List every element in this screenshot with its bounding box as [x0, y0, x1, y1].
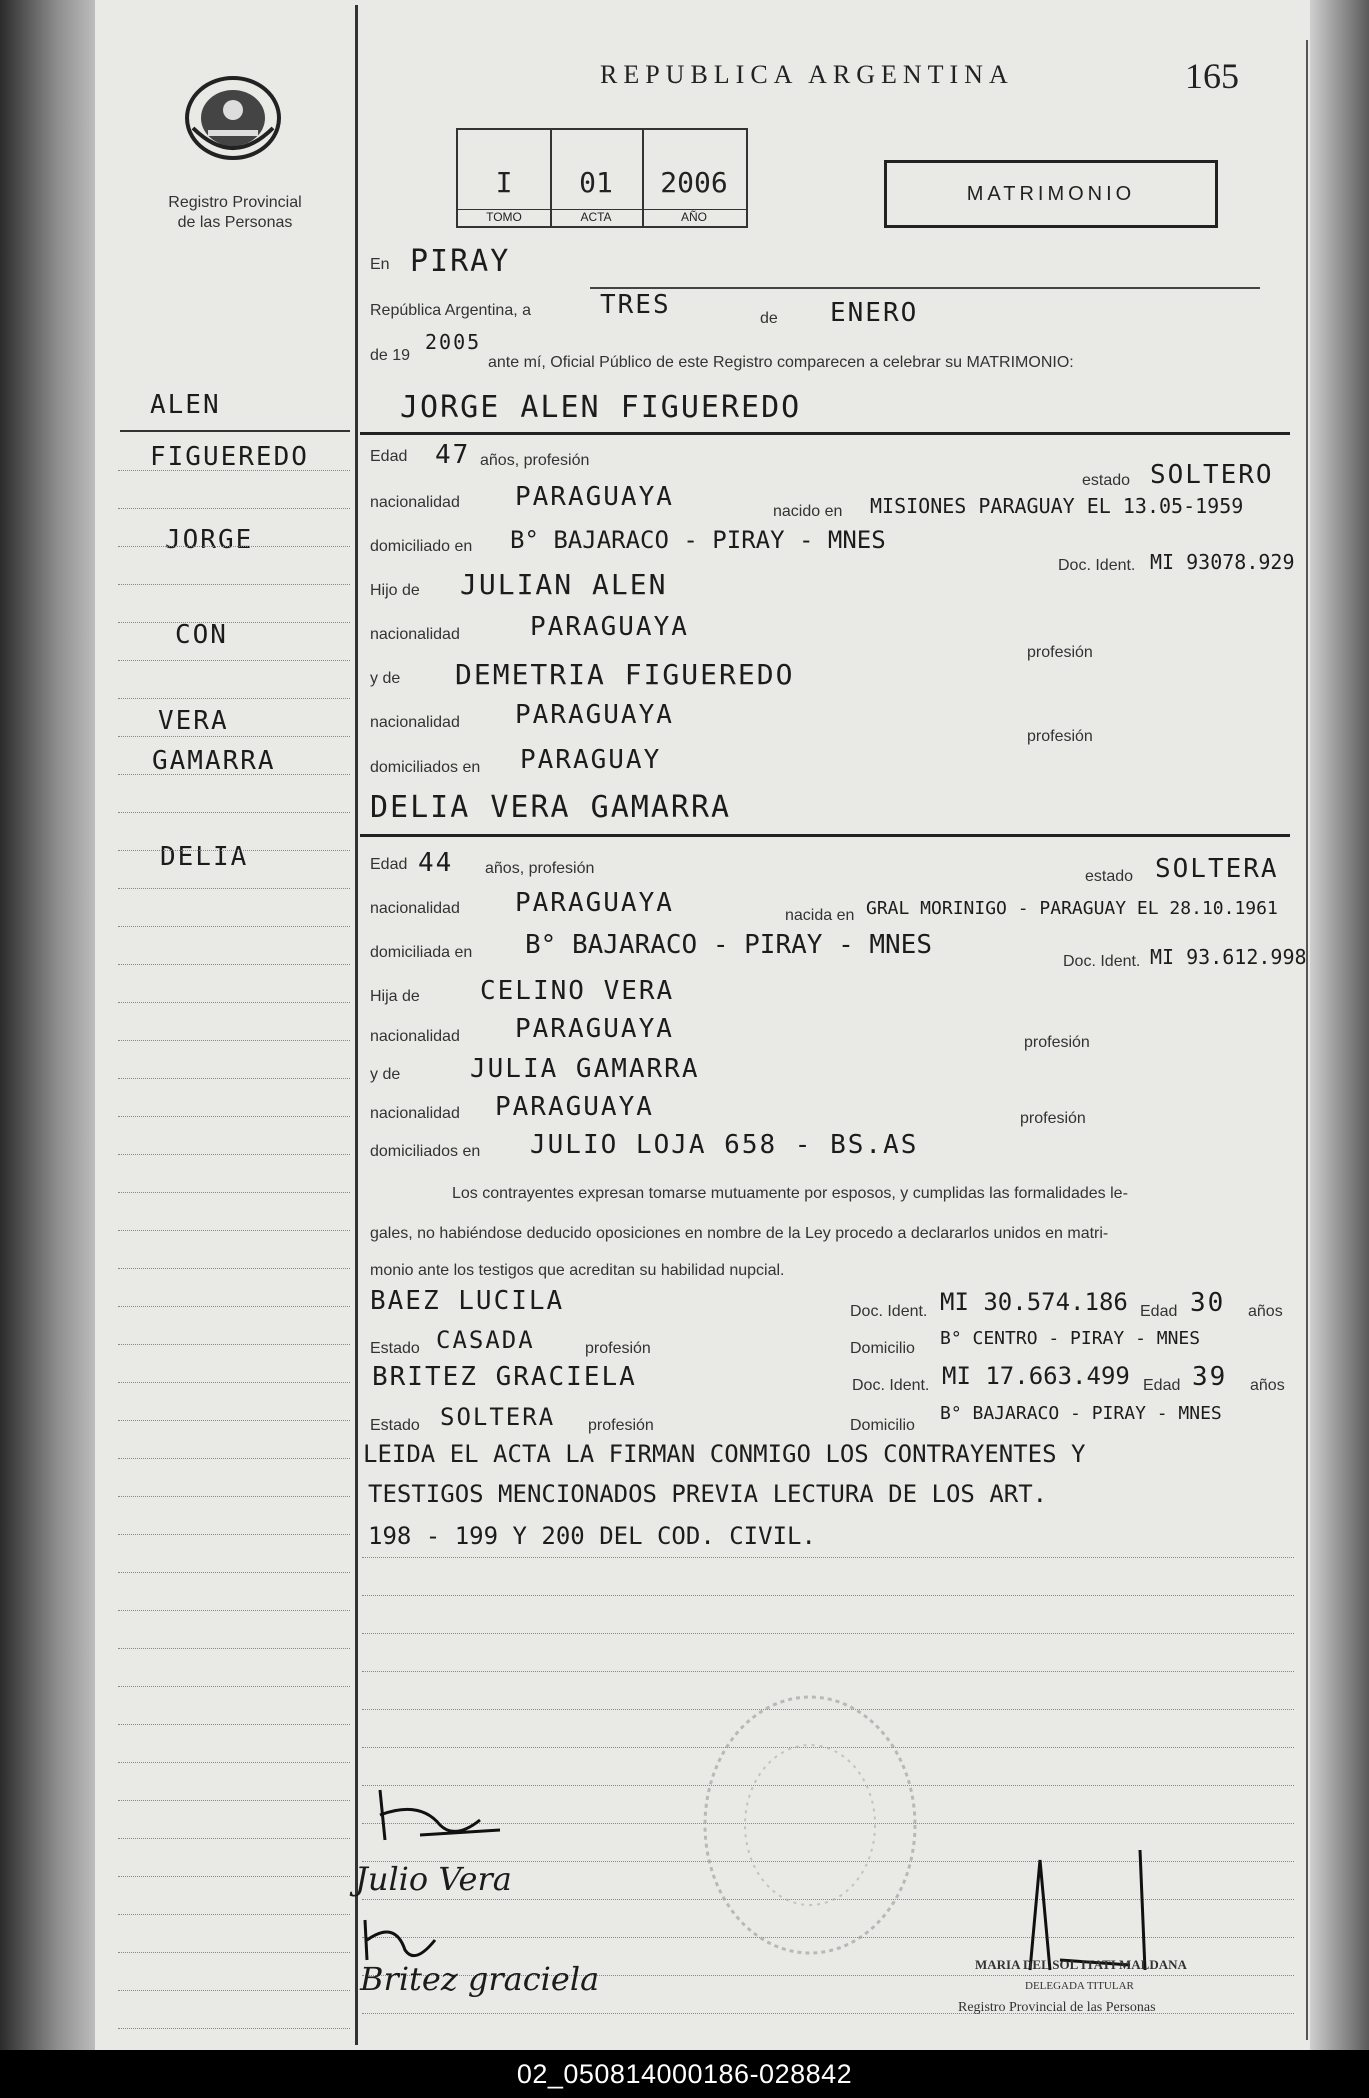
groom-father-nac-label: nacionalidad — [370, 626, 460, 643]
margin-ruled-line — [118, 736, 350, 737]
witness-estado: SOLTERA — [440, 1403, 556, 1431]
official-seal-icon — [700, 1690, 920, 1960]
bride-name: DELIA VERA GAMARRA — [370, 790, 732, 825]
witness-doc-label: Doc. Ident. — [852, 1377, 930, 1394]
anio-cell — [642, 130, 746, 226]
witness-edad: 39 — [1192, 1362, 1228, 1392]
date-year-prefix: de 19 — [370, 347, 411, 364]
margin-ruled-line — [118, 1648, 350, 1649]
declaration-line3: monio ante los testigos que acreditan su habilidad nupcial. — [370, 1262, 785, 1279]
groom-domicilio-label: domiciliado en — [370, 538, 473, 555]
witness-profesion-label: profesión — [588, 1417, 654, 1434]
anio-value: 2006 — [660, 166, 728, 199]
bride-mother-label: y de — [370, 1066, 401, 1083]
note-line: 198 - 199 Y 200 DEL COD. CIVIL. — [368, 1522, 816, 1550]
groom-mother-label: y de — [370, 670, 401, 687]
place-line — [590, 287, 1260, 289]
acta-label: ACTA — [550, 209, 642, 224]
witness-estado-label: Estado — [370, 1417, 420, 1434]
section-divider — [360, 432, 1290, 435]
witness-name: BAEZ LUCILA — [370, 1286, 565, 1316]
place-value: PIRAY — [410, 244, 511, 279]
body-ruled-line — [362, 1557, 1294, 1558]
margin-ruled-line — [118, 508, 350, 509]
body-ruled-line — [362, 1595, 1294, 1596]
witness-anios-label: años — [1248, 1303, 1283, 1320]
date-republica-label: República Argentina, a — [370, 302, 531, 319]
groom-father-prof-label: profesión — [1027, 644, 1093, 661]
groom-age-suffix: años, profesión — [480, 452, 590, 469]
margin-ruled-line — [118, 1838, 350, 1839]
margin-ruled-line — [118, 546, 350, 547]
groom-nacido: MISIONES PARAGUAY EL 13.05-1959 — [870, 494, 1244, 518]
margin-ruled-line — [118, 1230, 350, 1231]
margin-ruled-line — [118, 622, 350, 623]
witness-estado-label: Estado — [370, 1340, 420, 1357]
bride-estado-label: estado — [1085, 868, 1134, 885]
groom-estado: SOLTERO — [1150, 460, 1274, 490]
footer-code: 02_050814000186-028842 — [0, 2050, 1369, 2098]
tomo-label: TOMO — [458, 209, 550, 224]
groom-name: JORGE ALEN FIGUEREDO — [400, 390, 802, 425]
document-page — [95, 0, 1310, 2050]
place-label: En — [370, 256, 390, 273]
groom-father-label: Hijo de — [370, 582, 420, 599]
margin-note: JORGE — [165, 525, 254, 555]
bride-age: 44 — [418, 848, 454, 878]
note-line: LEIDA EL ACTA LA FIRMAN CONMIGO LOS CONTRAYENTES Y — [363, 1440, 1086, 1468]
margin-ruled-line — [118, 2028, 350, 2029]
bride-nacionalidad-label: nacionalidad — [370, 900, 460, 917]
left-border-line — [355, 5, 358, 2045]
margin-ruled-line — [118, 698, 350, 699]
margin-ruled-line — [118, 1534, 350, 1535]
groom-age-label: Edad — [370, 448, 408, 465]
margin-ruled-line — [118, 964, 350, 965]
margin-ruled-line — [118, 1990, 350, 1991]
margin-ruled-line — [118, 812, 350, 813]
bride-mother-nac: PARAGUAYA — [495, 1092, 654, 1122]
witness-name: BRITEZ GRACIELA — [372, 1362, 637, 1392]
bride-domicilio-label: domiciliada en — [370, 944, 473, 961]
section-divider — [360, 834, 1290, 837]
margin-ruled-line — [118, 1686, 350, 1687]
groom-parents-dom-label: domiciliados en — [370, 759, 481, 776]
date-day: TRES — [600, 290, 671, 320]
margin-note: FIGUEREDO — [150, 442, 309, 472]
margin-ruled-line — [118, 1002, 350, 1003]
anio-label: AÑO — [642, 209, 746, 224]
margin-ruled-line — [118, 1078, 350, 1079]
margin-ruled-line — [118, 1762, 350, 1763]
book-edge-right — [1310, 0, 1369, 2050]
margin-ruled-line — [118, 1458, 350, 1459]
bride-doc-label: Doc. Ident. — [1063, 953, 1141, 970]
margin-ruled-line — [118, 470, 350, 471]
book-binding-left — [0, 0, 95, 2050]
official-stamp-line1: MARIA DEL SOL ITATI MALDANA — [975, 1957, 1187, 1972]
witness-anios-label: años — [1250, 1377, 1285, 1394]
witness-edad-label: Edad — [1140, 1303, 1178, 1320]
margin-ruled-line — [118, 1382, 350, 1383]
tomo-value: I — [495, 166, 513, 199]
country-title: REPUBLICA ARGENTINA — [600, 60, 1014, 89]
witness-estado: CASADA — [436, 1326, 535, 1354]
witness-doc: MI 30.574.186 — [940, 1288, 1128, 1316]
margin-note: CON — [175, 620, 228, 650]
date-year: 2005 — [425, 330, 482, 354]
bride-nacionalidad: PARAGUAYA — [515, 888, 674, 918]
bride-parents-dom-label: domiciliados en — [370, 1143, 481, 1160]
groom-age: 47 — [435, 440, 471, 470]
margin-ruled-line — [118, 1344, 350, 1345]
margin-divider — [120, 430, 350, 432]
groom-father: JULIAN ALEN — [460, 568, 668, 601]
witness-doc-label: Doc. Ident. — [850, 1303, 928, 1320]
declaration-line1: Los contrayentes expresan tomarse mutuamente por esposos, y cumplidas las formalidades le- — [452, 1185, 1128, 1202]
bride-mother-prof-label: profesión — [1020, 1110, 1086, 1127]
margin-ruled-line — [118, 926, 350, 927]
witness-edad-label: Edad — [1143, 1377, 1181, 1394]
witness-edad: 30 — [1190, 1288, 1226, 1318]
bride-father-nac: PARAGUAYA — [515, 1014, 674, 1044]
groom-mother-prof-label: profesión — [1027, 728, 1093, 745]
witness-profesion-label: profesión — [585, 1340, 651, 1357]
margin-ruled-line — [118, 1914, 350, 1915]
witness-doc: MI 17.663.499 — [942, 1362, 1130, 1390]
body-ruled-line — [362, 1671, 1294, 1672]
signature-name: Britez graciela — [360, 1960, 600, 1998]
date-de-label: de — [760, 310, 778, 327]
official-stamp-line3: Registro Provincial de las Personas — [958, 2000, 1156, 2015]
date-month: ENERO — [830, 298, 919, 328]
margin-ruled-line — [118, 1496, 350, 1497]
margin-note: GAMARRA — [152, 746, 276, 776]
bride-parents-dom: JULIO LOJA 658 - BS.AS — [530, 1130, 919, 1160]
official-stamp-line2: DELEGADA TITULAR — [1025, 1980, 1134, 1992]
registry-name-line2: de las Personas — [177, 214, 293, 231]
right-border-line — [1306, 40, 1308, 2040]
groom-parents-dom: PARAGUAY — [520, 745, 662, 775]
page-number: 165 — [1185, 56, 1239, 96]
witness-domicilio-label: Domicilio — [850, 1417, 915, 1434]
groom-doc: MI 93078.929 — [1150, 550, 1295, 574]
margin-ruled-line — [118, 1876, 350, 1877]
margin-ruled-line — [118, 1952, 350, 1953]
signature-name: Julio Vera — [355, 1860, 512, 1898]
margin-ruled-line — [118, 1420, 350, 1421]
margin-ruled-line — [118, 1154, 350, 1155]
registry-name-line1: Registro Provincial — [168, 194, 302, 211]
groom-mother-nac: PARAGUAYA — [515, 700, 674, 730]
margin-ruled-line — [118, 1192, 350, 1193]
bride-doc: MI 93.612.998 — [1150, 945, 1307, 969]
bride-mother: JULIA GAMARRA — [470, 1054, 700, 1084]
margin-note: VERA — [158, 706, 229, 736]
margin-ruled-line — [118, 1268, 350, 1269]
declaration-line2: gales, no habiéndose deducido oposiciones en nombre de la Ley procedo a declararlos unidos en matri- — [370, 1225, 1109, 1242]
margin-note: ALEN — [150, 390, 221, 420]
bride-nacida: GRAL MORINIGO - PARAGUAY EL 28.10.1961 — [866, 898, 1278, 919]
groom-estado-label: estado — [1082, 472, 1131, 489]
body-ruled-line — [362, 1633, 1294, 1634]
margin-ruled-line — [118, 850, 350, 851]
bride-estado: SOLTERA — [1155, 854, 1279, 884]
margin-ruled-line — [118, 660, 350, 661]
groom-nacionalidad-label: nacionalidad — [370, 494, 460, 511]
note-line: TESTIGOS MENCIONADOS PREVIA LECTURA DE LOS ART. — [368, 1480, 1048, 1508]
groom-doc-label: Doc. Ident. — [1058, 557, 1136, 574]
witness-domicilio: B° CENTRO - PIRAY - MNES — [940, 1328, 1201, 1349]
bride-father: CELINO VERA — [480, 976, 675, 1006]
groom-mother: DEMETRIA FIGUEREDO — [455, 658, 795, 691]
margin-ruled-line — [118, 1610, 350, 1611]
witness-domicilio-label: Domicilio — [850, 1340, 915, 1357]
registry-name — [150, 193, 320, 233]
register-box — [456, 128, 748, 228]
groom-nacionalidad: PARAGUAYA — [515, 482, 674, 512]
margin-ruled-line — [118, 1040, 350, 1041]
groom-mother-nac-label: nacionalidad — [370, 714, 460, 731]
acta-value: 01 — [579, 166, 613, 199]
bride-domicilio: B° BAJARACO - PIRAY - MNES — [525, 930, 932, 960]
bride-age-label: Edad — [370, 856, 408, 873]
bride-father-label: Hija de — [370, 988, 420, 1005]
margin-ruled-line — [118, 1306, 350, 1307]
margin-ruled-line — [118, 888, 350, 889]
groom-domicilio: B° BAJARACO - PIRAY - MNES — [510, 526, 886, 554]
acta-cell — [550, 130, 644, 226]
province-emblem-icon — [183, 68, 283, 168]
witness-domicilio: B° BAJARACO - PIRAY - MNES — [940, 1403, 1222, 1424]
margin-ruled-line — [118, 1724, 350, 1725]
bride-age-suffix: años, profesión — [485, 860, 595, 877]
margin-ruled-line — [118, 774, 350, 775]
bride-mother-nac-label: nacionalidad — [370, 1105, 460, 1122]
margin-ruled-line — [118, 1572, 350, 1573]
bride-nacida-label: nacida en — [785, 907, 855, 924]
groom-father-nac: PARAGUAYA — [530, 612, 689, 642]
tomo-cell — [458, 130, 552, 226]
bride-father-prof-label: profesión — [1024, 1034, 1090, 1051]
margin-ruled-line — [118, 1116, 350, 1117]
groom-nacido-label: nacido en — [773, 503, 843, 520]
date-rest: ante mí, Oficial Público de este Registro comparecen a celebrar su MATRIMONIO: — [488, 354, 1074, 371]
form-type-box: MATRIMONIO — [884, 160, 1218, 228]
margin-ruled-line — [118, 1800, 350, 1801]
margin-note: DELIA — [160, 842, 249, 872]
margin-ruled-line — [118, 584, 350, 585]
signature-scribble — [360, 1780, 560, 1860]
bride-father-nac-label: nacionalidad — [370, 1028, 460, 1045]
